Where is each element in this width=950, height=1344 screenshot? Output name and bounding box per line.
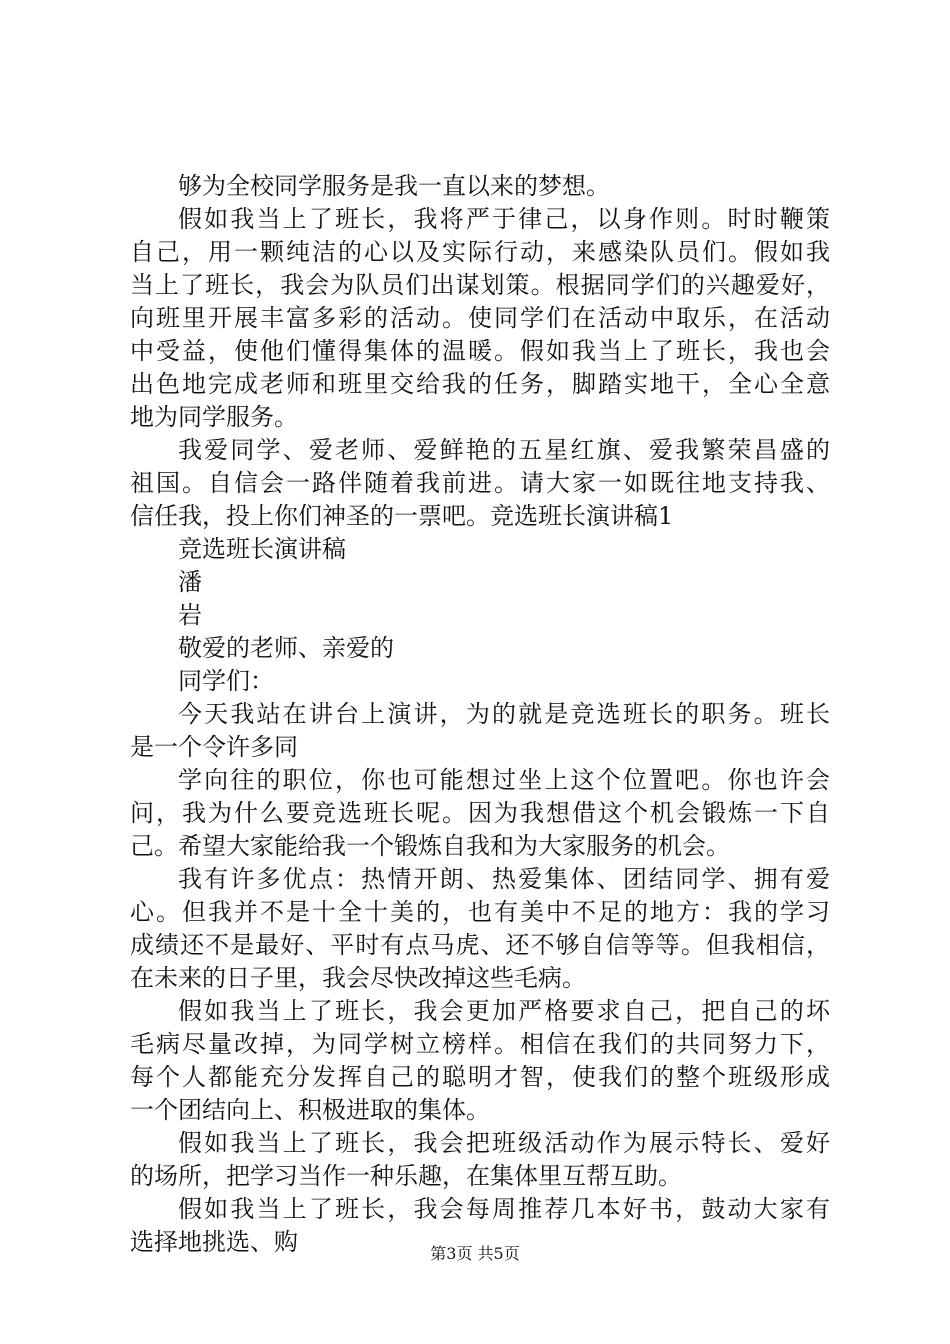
text-line: 敬爱的老师、亲爱的 [178, 634, 394, 662]
text-line: 地为同学服务。 [130, 403, 298, 431]
text-line: 假如我当上了班长，我会更加严格要求自己，把自己的坏 [178, 997, 830, 1025]
text-line: 选择地挑选、购 [130, 1228, 298, 1256]
text-line: 学向往的职位，你也可能想过坐上这个位置吧。你也许会 [178, 766, 830, 794]
text-line: 每个人都能充分发挥自己的聪明才智，使我们的整个班级形成 [130, 1063, 830, 1091]
text-line: 岩 [178, 601, 202, 629]
text-line: 假如我当上了班长，我将严于律己，以身作则。时时鞭策 [178, 205, 830, 233]
text-line: 竞选班长演讲稿 [178, 535, 346, 563]
page-number: 第3页 共5页 [430, 1244, 520, 1263]
text-line: 够为全校同学服务是我一直以来的梦想。 [178, 172, 610, 200]
text-line: 在未来的日子里，我会尽快改掉这些毛病。 [130, 964, 586, 992]
text-line: 出色地完成老师和班里交给我的任务，脚踏实地干，全心全意 [130, 370, 830, 398]
text-line: 自己，用一颗纯洁的心以及实际行动，来感染队员们。假如我 [130, 238, 830, 266]
text-line: 信任我，投上你们神圣的一票吧。竞选班长演讲稿1 [130, 502, 674, 530]
text-line: 毛病尽量改掉，为同学树立榜样。相信在我们的共同努力下， [130, 1030, 830, 1058]
text-line: 祖国。自信会一路伴随着我前进。请大家一如既往地支持我、 [130, 469, 830, 497]
text-line: 己。希望大家能给我一个锻炼自我和为大家服务的机会。 [130, 832, 730, 860]
text-line: 问，我为什么要竞选班长呢。因为我想借这个机会锻炼一下自 [130, 799, 830, 827]
text-line: 同学们： [178, 667, 274, 695]
text-line: 的场所，把学习当作一种乐趣，在集体里互帮互助。 [130, 1162, 682, 1190]
text-line: 我有许多优点：热情开朗、热爱集体、团结同学、拥有爱 [178, 865, 830, 893]
text-line: 当上了班长，我会为队员们出谋划策。根据同学们的兴趣爱好， [130, 271, 830, 299]
text-line: 心。但我并不是十全十美的，也有美中不足的地方：我的学习 [130, 898, 830, 926]
text-line: 向班里开展丰富多彩的活动。使同学们在活动中取乐，在活动 [130, 304, 830, 332]
text-line: 潘 [178, 568, 202, 596]
text-line: 我爱同学、爱老师、爱鲜艳的五星红旗、爱我繁荣昌盛的 [178, 436, 830, 464]
text-line: 假如我当上了班长，我会把班级活动作为展示特长、爱好 [178, 1129, 830, 1157]
text-line: 成绩还不是最好、平时有点马虎、还不够自信等等。但我相信， [130, 931, 830, 959]
text-line: 一个团结向上、积极进取的集体。 [130, 1096, 490, 1124]
text-line: 中受益，使他们懂得集体的温暖。假如我当上了班长，我也会 [130, 337, 830, 365]
page-footer [0, 1243, 950, 1265]
text-line: 是一个令许多同 [130, 733, 298, 761]
text-line: 假如我当上了班长，我会每周推荐几本好书，鼓动大家有 [178, 1195, 830, 1223]
text-line: 今天我站在讲台上演讲，为的就是竞选班长的职务。班长 [178, 700, 830, 728]
document-body [130, 170, 830, 1259]
